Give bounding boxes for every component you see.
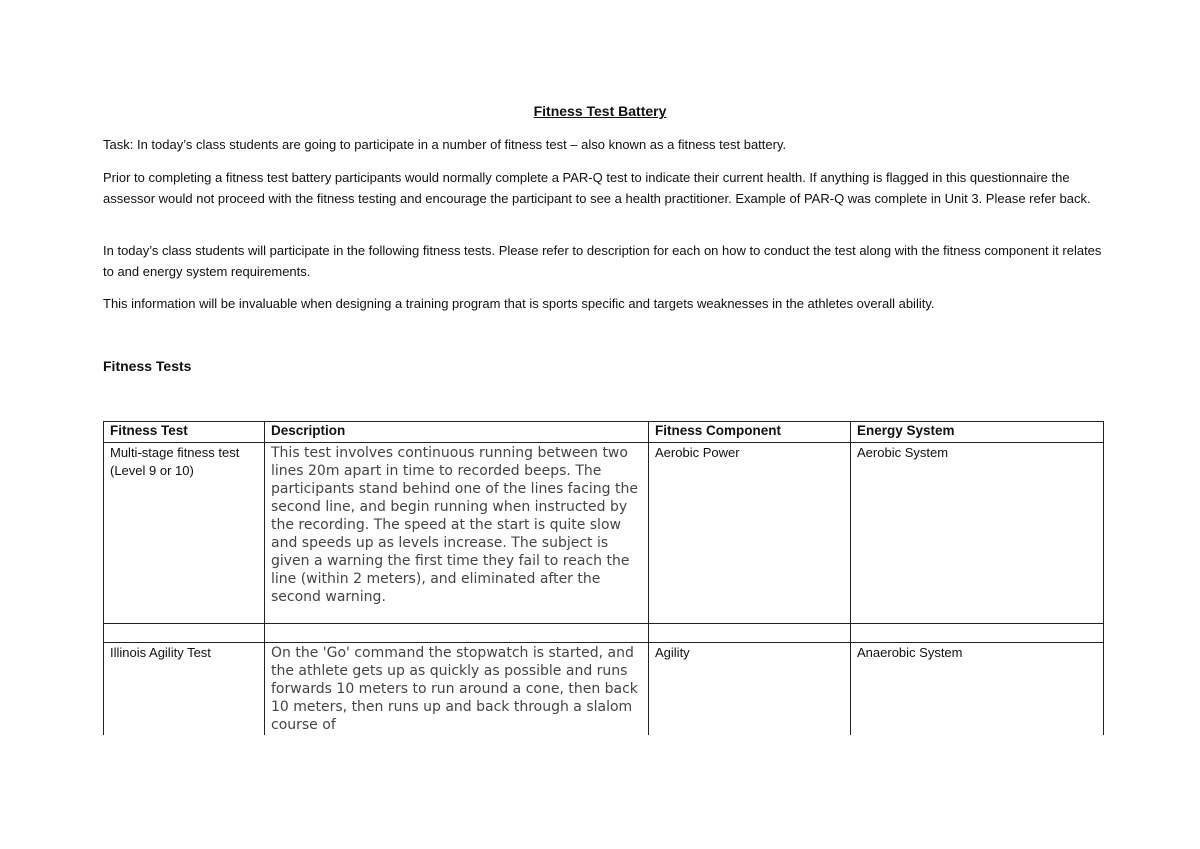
table-row [104, 643, 1104, 736]
tests-intro-paragraph: In today’s class students will participate in the following fitness tests. Please refer to description for each on how to conduct the test along with the fitness component it relates to and energy system requirements. [103, 243, 1102, 279]
table-row [104, 443, 1104, 624]
cell-energy-system: Aerobic System [851, 443, 1104, 624]
cell-fitness-test: Illinois Agility Test [104, 643, 265, 736]
cell-description [265, 624, 649, 643]
cell-energy-system: Anaerobic System [851, 643, 1104, 736]
section-heading: Fitness Tests [103, 358, 192, 374]
page-cutoff [103, 736, 1104, 849]
cell-fitness-component: Agility [649, 643, 851, 736]
cell-description: This test involves continuous running between two lines 20m apart in time to recorded beeps. The participants stand behind one of the lines facing the second line, and begin running when instructed by the recording. The speed at the start is quite slow and speeds up as levels increase. The subject is given a warning the first time they fail to reach the line (within 2 meters), and eliminated after the second warning. [265, 443, 649, 624]
cell-fitness-test: Multi-stage fitness test (Level 9 or 10) [104, 443, 265, 624]
par-q-paragraph: Prior to completing a fitness test battery participants would normally complete a PAR-Q test to indicate their current health. If anything is flagged in this questionnaire the assessor would not proceed with the fitness testing and encourage the participant to see a health practitioner. Example of PAR-Q was complete in Unit 3. Please refer back. [103, 170, 1091, 206]
info-paragraph: This information will be invaluable when designing a training program that is sports specific and targets weaknesses in the athletes overall ability. [103, 296, 935, 311]
task-paragraph: Task: In today’s class students are going to participate in a number of fitness test – also known as a fitness test battery. [103, 137, 787, 152]
cell-fitness-test [104, 624, 265, 643]
table-row [104, 624, 1104, 643]
table-header-row [104, 422, 1104, 443]
cell-description: On the 'Go' command the stopwatch is started, and the athlete gets up as quickly as possible and runs forwards 10 meters to run around a cone, then back 10 meters, then runs up and back through a slalom course of [265, 643, 649, 736]
cell-energy-system [851, 624, 1104, 643]
header-description: Description [265, 422, 649, 443]
cell-fitness-component [649, 624, 851, 643]
header-fitness-test: Fitness Test [104, 422, 265, 443]
document-title: Fitness Test Battery [533, 103, 667, 119]
header-fitness-component: Fitness Component [649, 422, 851, 443]
header-energy-system: Energy System [851, 422, 1104, 443]
cell-fitness-component: Aerobic Power [649, 443, 851, 624]
fitness-tests-table [103, 421, 1104, 735]
